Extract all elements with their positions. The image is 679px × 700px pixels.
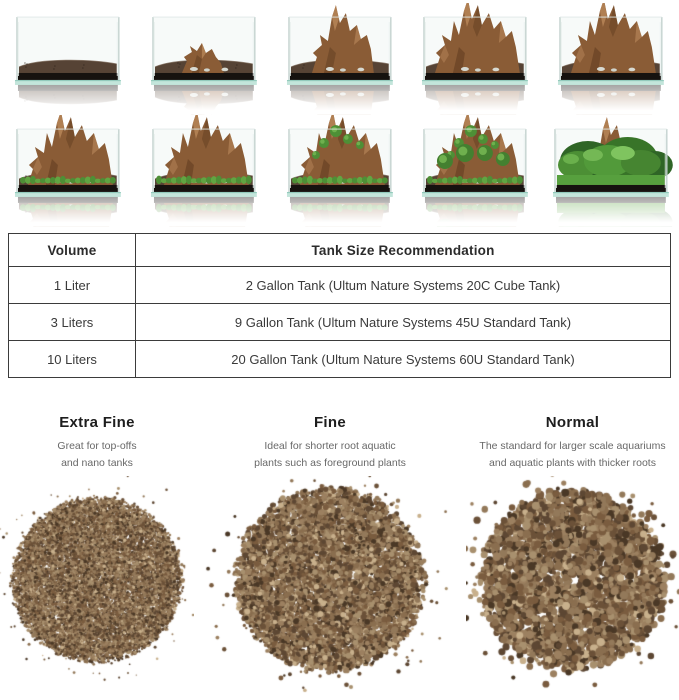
table-header-recommendation: Tank Size Recommendation — [136, 234, 671, 267]
tank-photo-step-8-moss-on-driftwood — [272, 115, 408, 227]
grade-description-line: and aquatic plants with thicker roots — [489, 457, 656, 469]
tank-size-table — [8, 233, 671, 378]
soil-pile-fine — [194, 476, 466, 696]
tank-photo-step-7-carpet-growing — [136, 115, 272, 227]
grade-description — [194, 438, 466, 472]
grade-description-line: plants such as foreground plants — [254, 457, 406, 469]
tank-photo-step-2-small-driftwood — [136, 3, 272, 115]
tank-photo-step-9-plants-filling-in — [407, 115, 543, 227]
grade-title: Normal — [545, 414, 600, 431]
tank-photo-step-1-substrate-only — [0, 3, 136, 115]
volume-cell: 10 Liters — [9, 341, 136, 378]
table-header-volume: Volume — [9, 234, 136, 267]
grade-description-line: Great for top-offs — [57, 440, 137, 452]
grain-grades-section — [0, 414, 679, 696]
grade-title: Extra Fine — [59, 414, 135, 431]
soil-pile-extra-fine — [0, 476, 194, 696]
tank-photo-step-4-hardscape-complete — [407, 3, 543, 115]
table-header-row — [9, 234, 671, 267]
grade-extra-fine — [0, 414, 194, 696]
aquascape-steps-gallery — [0, 0, 679, 227]
grade-normal — [466, 414, 679, 696]
soil-pile-normal — [466, 476, 679, 696]
table-row — [9, 304, 671, 341]
grade-description-line: Ideal for shorter root aquatic — [264, 440, 396, 452]
tank-photo-step-3-driftwood-added — [272, 3, 408, 115]
tank-photo-step-10-lush-aquascape — [543, 115, 679, 227]
recommendation-cell: 9 Gallon Tank (Ultum Nature Systems 45U Standard Tank) — [136, 304, 671, 341]
grade-description — [466, 438, 679, 472]
table-row — [9, 267, 671, 304]
grade-description-line: and nano tanks — [61, 457, 133, 469]
tank-photo-step-6-carpet-planted — [0, 115, 136, 227]
tank-photo-step-5-hardscape-complete — [543, 3, 679, 115]
grade-fine — [194, 414, 466, 696]
grade-title: Fine — [313, 414, 347, 431]
table-row — [9, 341, 671, 378]
grade-description-line: The standard for larger scale aquariums — [479, 440, 666, 452]
recommendation-cell: 20 Gallon Tank (Ultum Nature Systems 60U Standard Tank) — [136, 341, 671, 378]
recommendation-cell: 2 Gallon Tank (Ultum Nature Systems 20C Cube Tank) — [136, 267, 671, 304]
volume-cell: 3 Liters — [9, 304, 136, 341]
grade-description — [0, 438, 194, 472]
volume-cell: 1 Liter — [9, 267, 136, 304]
